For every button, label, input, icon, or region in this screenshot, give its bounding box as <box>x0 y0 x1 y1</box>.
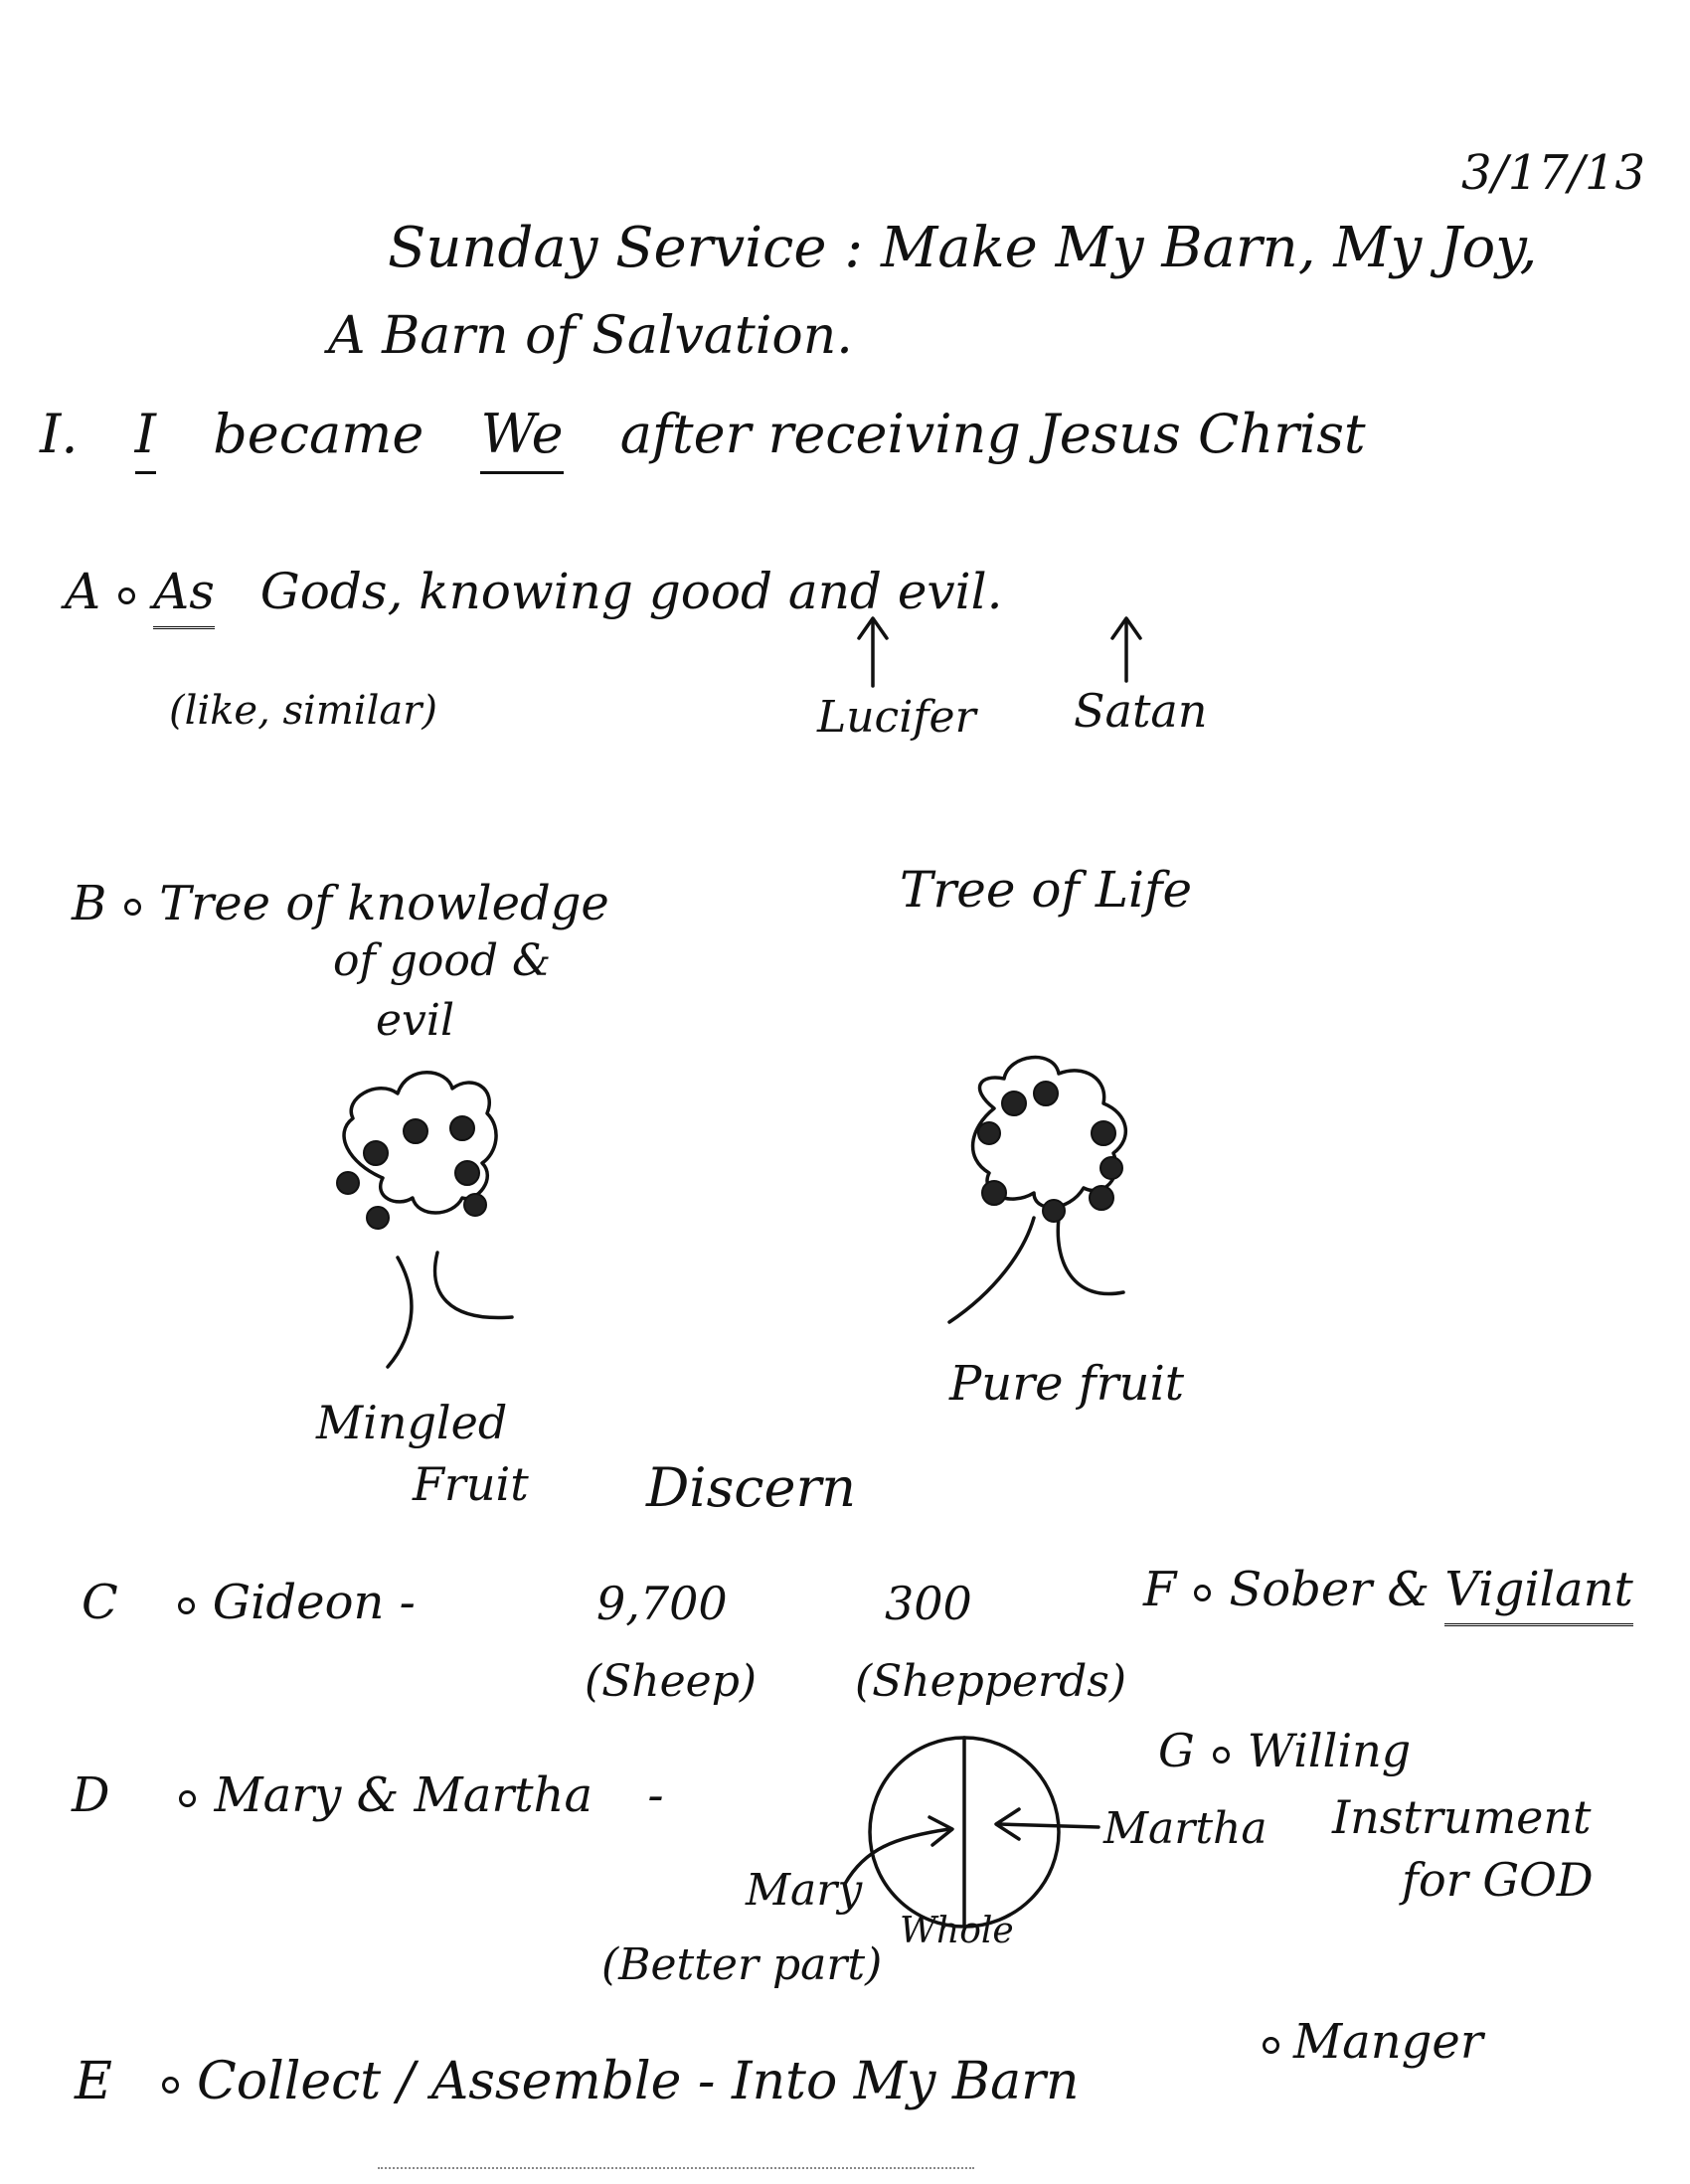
item-c-text: Gideon - <box>212 1575 416 1630</box>
item-d-text: Mary & Martha <box>214 1767 593 1823</box>
item-d-dash: - <box>647 1767 664 1823</box>
lucifer-label: Lucifer <box>817 692 976 743</box>
page-bottom-edge <box>378 2167 974 2172</box>
mary-martha-circle-diagram <box>870 1738 1059 1927</box>
item-d-letter: D <box>72 1767 110 1823</box>
item-a-as: As <box>153 563 215 629</box>
mary-label: Mary <box>746 1865 863 1916</box>
gideon-number-2: 300 <box>885 1577 972 1630</box>
item-a-letter: A <box>65 563 101 620</box>
item-c-letter: C <box>82 1575 118 1630</box>
sermon-title-line1: Sunday Service : Make My Barn, My Joy, <box>388 216 1538 280</box>
tree-of-life-drawing <box>949 1058 1125 1322</box>
arrow-evil-to-satan <box>1112 618 1140 681</box>
item-e-text: Collect / Assemble - Into My Barn <box>196 2052 1080 2111</box>
whole-label: Whole <box>900 1911 1014 1951</box>
word-i: I <box>135 403 156 474</box>
pure-fruit-caption: Pure fruit <box>949 1356 1185 1412</box>
mary-better-part: (Better part) <box>601 1939 883 1990</box>
item-f-letter: F <box>1143 1562 1177 1617</box>
discern-label: Discern <box>646 1456 857 1519</box>
tree-of-life-title: Tree of Life <box>900 861 1193 919</box>
gideon-number-1: 9,700 <box>596 1577 728 1630</box>
item-g-line3: for GOD <box>1402 1853 1594 1907</box>
martha-label: Martha <box>1103 1803 1268 1854</box>
mingled-fruit-line2: Fruit <box>413 1457 529 1511</box>
item-f-sober: Sober & <box>1229 1562 1431 1617</box>
word-we: We <box>480 403 563 474</box>
word-became: became <box>213 403 424 465</box>
tree-knowledge-line3: evil <box>376 995 455 1046</box>
note-date: 3/17/13 <box>1461 145 1646 201</box>
item-a-text: Gods, knowing good and evil. <box>259 563 1003 620</box>
manger-label: Manger <box>1293 2014 1483 2070</box>
item-g-willing: Willing <box>1247 1724 1412 1777</box>
arrow-good-to-lucifer <box>859 618 887 686</box>
tree-of-knowledge-drawing <box>337 1073 512 1367</box>
satan-label: Satan <box>1074 684 1208 738</box>
shepherds-label: (Shepperds) <box>855 1656 1127 1707</box>
item-a-note: (like, similar) <box>169 688 437 734</box>
item-g-letter: G <box>1158 1724 1195 1777</box>
section-rest: after receiving Jesus Christ <box>619 403 1366 465</box>
tree-knowledge-line2: of good & <box>333 935 552 986</box>
item-g-line2: Instrument <box>1332 1790 1592 1844</box>
item-e-letter: E <box>75 2052 112 2111</box>
mingled-fruit-line1: Mingled <box>316 1396 508 1449</box>
sheep-label: (Sheep) <box>585 1656 758 1707</box>
tree-knowledge-line1: Tree of knowledge <box>159 876 609 931</box>
section-numeral: I. <box>40 403 79 465</box>
sermon-title-line2: A Barn of Salvation. <box>328 306 853 366</box>
item-b-letter: B <box>72 876 107 931</box>
arrow-mary <box>845 1817 952 1884</box>
arrow-martha <box>996 1809 1098 1839</box>
item-f-vigilant: Vigilant <box>1444 1562 1632 1626</box>
